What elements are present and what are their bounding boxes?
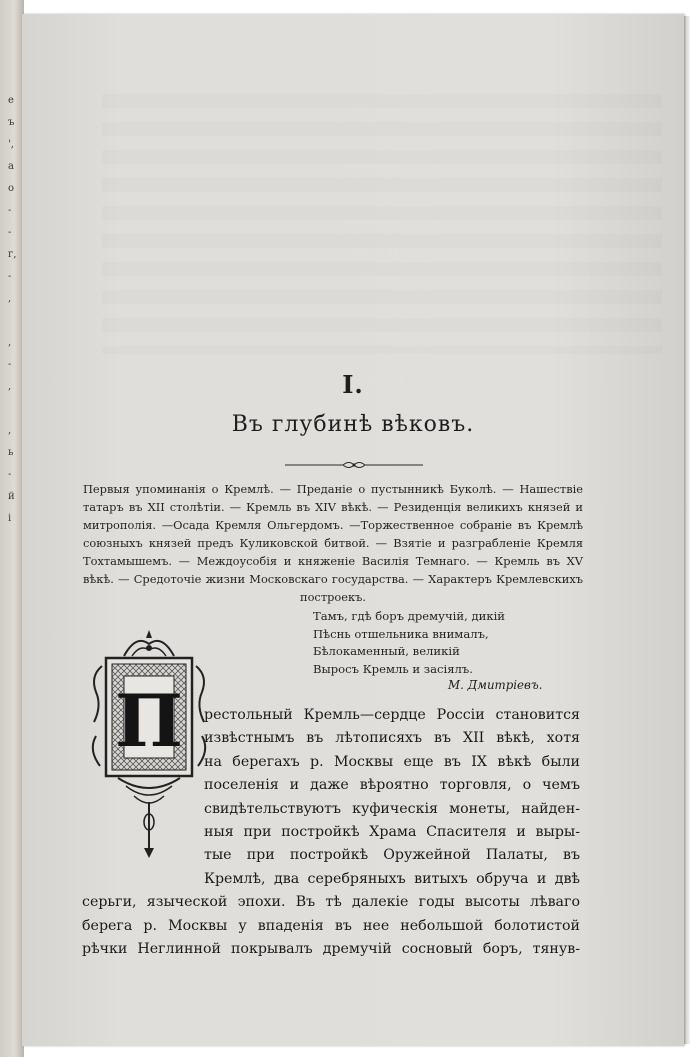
body-line: рѣчки Неглинной покрывалъ дремучій сосновый боръ, тянув- bbox=[82, 941, 580, 958]
body-line: поселенія и даже вѣроятно торговля, о чемъ bbox=[204, 777, 580, 794]
epigraph-line: Выросъ Кремль и засіялъ. bbox=[313, 661, 473, 676]
epigraph bbox=[313, 608, 525, 678]
epigraph-author: М. Дмитріевъ. bbox=[448, 678, 543, 692]
ornament-rule bbox=[283, 459, 425, 471]
previous-page-edge bbox=[0, 0, 24, 1057]
previous-page-fragment: й bbox=[8, 491, 15, 502]
book-page bbox=[22, 14, 684, 1046]
body-line: Кремлѣ, два серебряныхъ витыхъ обруча и двѣ bbox=[204, 870, 580, 887]
previous-page-fragment: , bbox=[8, 337, 12, 348]
page-edge-shadow bbox=[684, 16, 690, 1044]
show-through-texture bbox=[102, 94, 662, 354]
epigraph-line: Пѣснь отшельника внималъ, bbox=[313, 626, 489, 641]
body-line: берега р. Москвы у впаденія въ нее небольшой болотистой bbox=[82, 917, 580, 934]
body-line: рестольный Кремль—сердце Россіи становится bbox=[204, 707, 580, 723]
chapter-summary: Первыя упоминанія о Кремлѣ. — Преданіе о пустынникѣ Буколѣ. — Нашествіе татаръ въ XII столѣтіи. — Кремль въ XIV вѣкѣ. — Резиденція великихъ князей и митрополія. —Осада Кремля Ольгердомъ. —Торжественное собраніе въ Кремлѣ союзныхъ князей предъ Куликовской битвой. — Взятіе и разграбленіе Кремля Тохтамышемъ. — Междоусобія и княженіе Василія Темнаго. — Кремль въ XV вѣкѣ. — Средоточіе жизни Московскаго государства. — Характеръ Кремлевскихъ построекъ. bbox=[83, 482, 583, 604]
previous-page-fragment: , bbox=[8, 381, 12, 392]
previous-page-fragment: - bbox=[8, 271, 12, 282]
previous-page-fragment: г, bbox=[8, 249, 17, 260]
previous-page-fragment: ь bbox=[8, 447, 14, 458]
previous-page-fragment: - bbox=[8, 227, 12, 238]
previous-page-fragment: ъ bbox=[8, 117, 15, 128]
previous-page-fragment: , bbox=[8, 425, 12, 436]
chapter-number: I. bbox=[342, 370, 364, 399]
previous-page-fragment: ', bbox=[8, 139, 14, 150]
previous-page-fragment: - bbox=[8, 469, 12, 480]
epigraph-line: Бѣлокаменный, великій bbox=[313, 644, 460, 658]
previous-page-fragment: , bbox=[8, 293, 12, 304]
previous-page-fragment: - bbox=[8, 205, 12, 216]
previous-page-fragment: а bbox=[8, 161, 14, 172]
body-line: серьги, языческой эпохи. Въ тѣ далекіе годы высоты лѣваго bbox=[82, 894, 580, 911]
body-text bbox=[82, 704, 580, 961]
body-line: свидѣтельствуютъ куфическія монеты, найден- bbox=[204, 800, 580, 817]
initial-letter: П bbox=[115, 678, 183, 763]
previous-page-fragment: е bbox=[8, 95, 14, 106]
previous-page-fragment: о bbox=[8, 183, 15, 194]
previous-page-fragment: і bbox=[8, 513, 12, 524]
previous-page-fragment: - bbox=[8, 359, 12, 370]
chapter-title: Въ глубинѣ вѣковъ. bbox=[231, 412, 475, 437]
epigraph-line: Тамъ, гдѣ боръ дремучій, дикій bbox=[313, 609, 506, 623]
body-line: ныя при постройкѣ Храма Спасителя и выры- bbox=[204, 824, 580, 841]
body-line: извѣстнымъ въ лѣтописяхъ въ XII вѣкѣ, хотя bbox=[204, 730, 580, 747]
body-line: тые при постройкѣ Оружейной Палаты, въ bbox=[204, 847, 580, 864]
body-line: на берегахъ р. Москвы еще въ IX вѣкѣ были bbox=[204, 753, 580, 770]
